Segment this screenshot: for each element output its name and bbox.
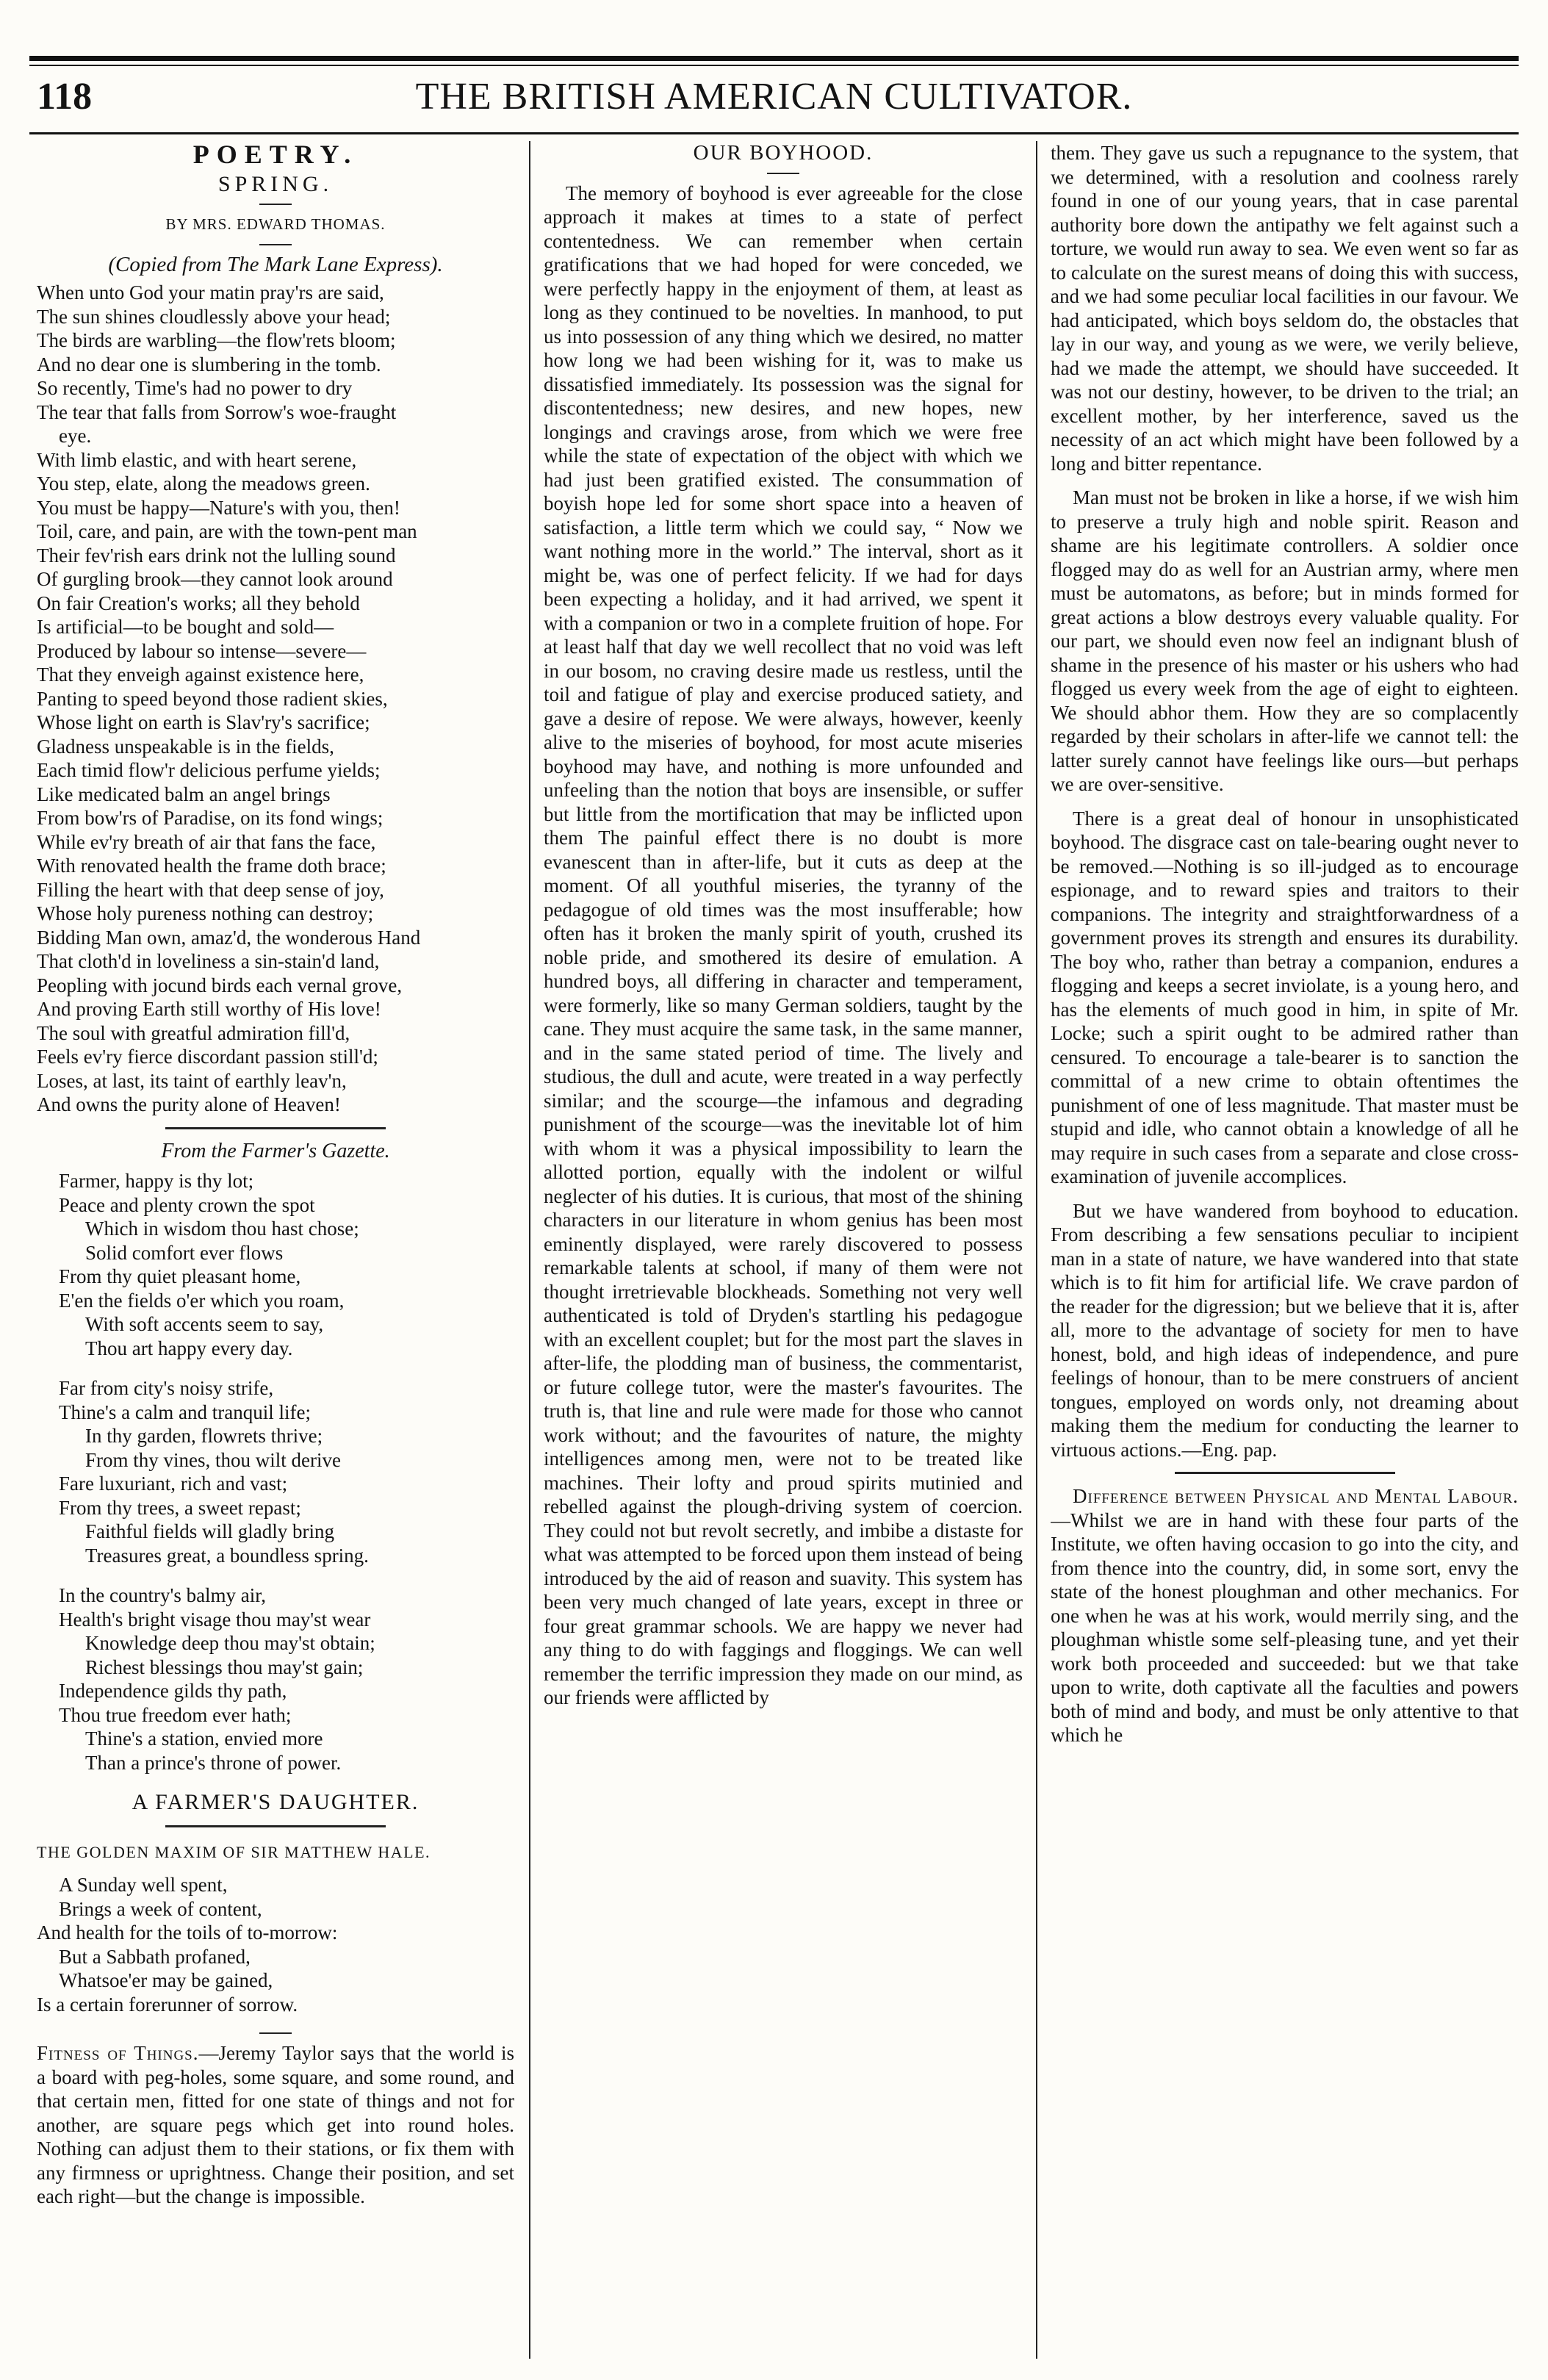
- poem-line: While ev'ry breath of air that fans the face,: [37, 830, 376, 853]
- poem-stanza: [37, 1583, 514, 1775]
- poem-line: Health's bright visage thou may'st wear: [59, 1608, 371, 1631]
- top-thin-rule: [29, 65, 1519, 66]
- poem-line: Peopling with jocund birds each vernal grove,: [37, 974, 403, 996]
- header-rule: [29, 132, 1519, 134]
- poem-line: Is a certain forerunner of sorrow.: [37, 1993, 298, 2016]
- column-divider: [1036, 141, 1037, 2359]
- poem-line: Whose light on earth is Slav'ry's sacrifice;: [37, 711, 370, 733]
- poem-title: SPRING.: [217, 171, 334, 196]
- poem-line: Knowledge deep thou may'st obtain;: [85, 1632, 375, 1654]
- poem-line: Far from city's noisy strife,: [59, 1377, 274, 1399]
- poem-line: A Sunday well spent,: [59, 1874, 228, 1896]
- poem-line: Is artificial—to be bought and sold—: [37, 616, 334, 638]
- poem-line: But a Sabbath profaned,: [59, 1945, 251, 1968]
- difference-paragraph: [1051, 1484, 1519, 1747]
- column-continued: [1051, 141, 1519, 2359]
- poem-line: Independence gilds thy path,: [59, 1680, 287, 1702]
- poem-line: Of gurgling brook—they cannot look around: [37, 568, 393, 590]
- poem-source: From the Farmer's Gazette.: [161, 1139, 390, 1162]
- poem-author: BY MRS. EDWARD THOMAS.: [165, 215, 386, 233]
- poem-line: eye.: [59, 425, 92, 447]
- poem-line: And health for the toils of to-morrow:: [37, 1921, 338, 1944]
- poem-line: Richest blessings thou may'st gain;: [85, 1655, 364, 1678]
- column-poetry: [37, 141, 514, 2359]
- poem-line: Their fev'rish ears drink not the lulling sound: [37, 544, 396, 567]
- poem-line: Gladness unspeakable is in the fields,: [37, 735, 334, 758]
- poem-line: Solid comfort ever flows: [85, 1241, 284, 1264]
- fitness-text: —Jeremy Taylor says that the world is a board with peg-holes, some square, and some round, and that certain men, fitted for one state of things and not for another, are square pegs which get into round holes. Nothing can adjust them to their stations, or fix them with any firmness or uprightness. Change their position, and set each right—but the change is impossible.: [37, 2042, 514, 2207]
- page-number: 118: [37, 76, 93, 118]
- article-paragraph: The memory of boyhood is ever agreeable for the close approach it makes at times to a state of perfect contentedness. We can remember when certain gratifications that we had hoped for were conceded, we were perfectly happy in the enjoyment of them, at least as long as they continued to be novelties. In manhood, to put us into possession of any thing which we desired, no matter how long we had been wishing for it, was to make us dissatisfied immediately. Its possession was the signal for discontentedness; new desires, and new hopes, new longings and cravings arose, from which we were free while the state of expectation of the object with which we had just been gratified existed. The consummation of boyish hope led for some short space into a heaven of satisfaction, a little term which we could say, “ Now we want nothing more in the world.” The interval, short as it might be, was one of perfect felicity. If we had for days been expecting a holiday, and it had arrived, we spent it with a companion or two in a complete fruition of hope. For at least half that day we well recollect that no void was left in our bosom, no craving desire made us restless, until the toil and fatigue of play and exercise produced satiety, and gave a desire of repose. We were always, however, keenly alive to the miseries of boyhood, for most acute miseries boyhood may have, and nothing is more unfounded and unfeeling than the notion that boys are insensible, or suffer but little from the mortification that may be inflicted upon them The painful effect there is no doubt is more evanescent than in after-life, but it cuts as deep at the moment. Of all youthful miseries, the tyranny of the pedagogue of old times was the most insufferable; how often has it broken the manly spirit of youth, crushed its noble pride, and smothered its desire of emulation. A hundred boys, all differing in character and temperament, were formerly, like so many German soldiers, taught by the cane. They must acquire the same task, in the same manner, and in the same stated period of time. The lively and studious, the dull and acute, were treated in a way perfectly similar; and the scourge—the infamous and degrading punishment of the scourge—was the inevitable lot of him with whom it was a physical impossibility to learn the allotted portion, equally with the indolent or wilful neglecter of his duties. It is curious, that most of the shining characters in our literature in whom genius has been most eminently displayed, were rarely discovered to possess remarkable talents at school, if many of them were not thought irretrievable blockheads. Something not very well authenticated is told of Dryden's startling his pedagogue with an excellent couplet; but for the most part the slaves in after-life, the plodding man of business, the commentarist, or future college tutor, were the master's favourites. The truth is, that line and rule were made for those who cannot work without; and the favourites of nature, the mighty intelligences among men, were not to be treated like machines. Their lofty and proud spirits mutinied and rebelled against the plough-driving system of coercion. They could not but revolt secretly, and imbibe a distaste for what was attempted to be forced upon them instead of being introduced by the aid of reason and suavity. This system has been very much changed of late years, except in three or four great grammar schools. We are happy we never had any thing to do with faggings and floggings. We can well remember the terrific impression they made on our mind, as our friends were afflicted by: [544, 181, 1023, 1708]
- poem-line: And owns the purity alone of Heaven!: [37, 1093, 341, 1115]
- poem-stanza: [37, 1376, 514, 1567]
- poem-line: Bidding Man own, amaz'd, the wonderous Hand: [37, 926, 421, 949]
- poem-line: Whatsoe'er may be gained,: [59, 1969, 273, 1991]
- section-divider: [165, 1825, 386, 1827]
- poem-line: You step, elate, along the meadows green.: [37, 472, 370, 495]
- divider: [767, 173, 799, 174]
- poem-line: The tear that falls from Sorrow's woe-fraught: [37, 400, 397, 423]
- poem-source: (Copied from The Mark Lane Express).: [108, 252, 443, 276]
- poem-line: Which in wisdom thou hast chose;: [85, 1218, 359, 1240]
- poem-line: With limb elastic, and with heart serene,: [37, 448, 357, 471]
- poem-signature: A FARMER'S DAUGHTER.: [132, 1790, 420, 1814]
- column-boyhood: [544, 141, 1023, 2359]
- poem-line: With renovated health the frame doth brace;: [37, 855, 386, 877]
- maxim-verse: [37, 1873, 514, 2016]
- section-divider: [1175, 1472, 1395, 1474]
- poem-lines: [37, 281, 514, 1117]
- article-paragraph: But we have wandered from boyhood to education. From describing a few sensations peculiar to incipient man in a state of nature, we have wandered into that state which is to fit him for artificial life. We crave pardon of the reader for the digression; but we believe that it is, after all, more to the advantage of society for men to have honest, bold, and high ideas of independence, and pure feelings of honour, than to be mere construers of ancient tongues, employed on words only, not dreaming about making them the medium for conducting the learner to virtuous actions.—Eng. pap.: [1051, 1199, 1519, 1461]
- poem-line: Treasures great, a boundless spring.: [85, 1544, 369, 1567]
- poem-line: Peace and plenty crown the spot: [59, 1193, 315, 1216]
- poem-line: Thou true freedom ever hath;: [59, 1703, 292, 1726]
- poem-line: The sun shines cloudlessly above your head;: [37, 305, 391, 328]
- poem-line: From thy trees, a sweet repast;: [59, 1496, 301, 1519]
- poem-line: Brings a week of content,: [59, 1897, 262, 1920]
- poem-line: And proving Earth still worthy of His love!: [37, 998, 381, 1020]
- poem-line: Produced by labour so intense—severe—: [37, 639, 367, 662]
- poem-line: In thy garden, flowrets thrive;: [85, 1425, 323, 1447]
- poem-line: The soul with greatful admiration fill'd,: [37, 1021, 350, 1044]
- poem-line: In the country's balmy air,: [59, 1584, 266, 1606]
- poem-line: Each timid flow'r delicious perfume yields;: [37, 759, 381, 781]
- poem-line: Thou art happy every day.: [85, 1337, 293, 1359]
- column-divider: [529, 141, 530, 2359]
- poem-line: With soft accents seem to say,: [85, 1313, 324, 1335]
- poem-line: That cloth'd in loveliness a sin-stain'd land,: [37, 950, 380, 972]
- poem-line: Faithful fields will gladly bring: [85, 1520, 334, 1542]
- poem-line: From thy quiet pleasant home,: [59, 1265, 301, 1287]
- poem-line: That they enveigh against existence here,: [37, 664, 364, 686]
- difference-lead: Difference between Physical and Mental Labour.: [1073, 1485, 1519, 1507]
- poem-line: And no dear one is slumbering in the tomb.: [37, 353, 381, 375]
- divider: [259, 244, 292, 245]
- poem-line: Whose holy pureness nothing can destroy;: [37, 902, 374, 924]
- difference-text: —Whilst we are in hand with these four parts of the Institute, we often having occasion to go into the city, and from thence into the country, did, in some sort, envy the state of the honest ploughman and other mechanics. For one when he was at his work, would merrily sing, and the ploughman whistle some self-pleasing tune, and yet their work both proceeded and succeeded: but we that take upon to write, doth captivate all the faculties and powers both of mind and body, and must be only attentive to that which he: [1051, 1509, 1519, 1746]
- poem-line: Fare luxuriant, rich and vast;: [59, 1473, 288, 1495]
- poem-line: The birds are warbling—the flow'rets bloom;: [37, 329, 396, 351]
- article-title: OUR BOYHOOD.: [693, 141, 874, 165]
- section-divider: [165, 1127, 386, 1129]
- masthead: THE BRITISH AMERICAN CULTIVATOR.: [415, 76, 1133, 118]
- poem-line: Farmer, happy is thy lot;: [59, 1170, 254, 1192]
- poem-line: You must be happy—Nature's with you, then!: [37, 496, 400, 519]
- poem-line: Thine's a station, envied more: [85, 1728, 323, 1750]
- top-thick-rule: [29, 56, 1519, 61]
- poem-line: Panting to speed beyond those radient skies,: [37, 687, 388, 710]
- section-heading: POETRY.: [192, 141, 359, 169]
- article-paragraph: There is a great deal of honour in unsophisticated boyhood. The disgrace cast on tale-bearing ought never to be removed.—Nothing is so ill-judged as to encourage espionage, and to reward spies and traitors to their companions. The integrity and straightforwardness of a government proves its strength and ensures its durability. The boy who, rather than betray a companion, endures a flogging and keeps a secret inviolate, is a young hero, and has the elements of much good in him, in spite of Mr. Locke; such a spirit ought to be admired rather than censured. To encourage a tale-bearer is to sanction the committal of a new crime to obtain oftentimes the punishment of one of less magnitude. That master must be stupid and idle, who cannot obtain a knowledge of all he may require in such cases from a separate and close cross-examination of juvenile accomplices.: [1051, 807, 1519, 1187]
- poem-stanza: [37, 1169, 514, 1360]
- article-paragraph: Man must not be broken in like a horse, if we wish him to preserve a truly high and noble spirit. Reason and shame are his legitimate controllers. A soldier once flogged may do as well for an Austrian army, where men must be automatons, as before; but in minds formed for great actions a blow destroys every valuable quality. For our part, we should even now feel an indignant blush of shame in the presence of his master or his ushers who had flogged us every week from the age of eight to eighteen. We should abhor them. How they are so complacently regarded by their scholars in after-life we cannot tell: the latter surely cannot have feelings like ours—but perhaps we are over-sensitive.: [1051, 486, 1519, 795]
- maxim-title: THE GOLDEN MAXIM OF SIR MATTHEW HALE.: [37, 1842, 431, 1861]
- divider: [259, 2032, 292, 2034]
- poem-line: Loses, at last, its taint of earthly leav'n,: [37, 1069, 347, 1092]
- poem-line: From thy vines, thou wilt derive: [85, 1448, 341, 1471]
- newspaper-page: [29, 22, 1519, 2359]
- article-paragraph: them. They gave us such a repugnance to the system, that we determined, with a resolution and coolness rarely found in one of our young years, that in case parental authority bore down the antipathy we felt against such a torture, we would run away to sea. We even went so far as to calculate on the surest means of doing this with success, and we had some peculiar local facilities in our favour. We had anticipated, which boys seldom do, the obstacles that lay in our way, and young as we were, we verily believe, had we made the attempt, we should have succeeded. It was not our destiny, however, to be driven to the trial; an excellent mother, by her interference, saved us the necessity of an act which might have been followed by a long and bitter repentance.: [1051, 142, 1519, 475]
- poem-line: When unto God your matin pray'rs are said,: [37, 281, 384, 303]
- poem-line: Thine's a calm and tranquil life;: [59, 1401, 311, 1423]
- poem-line: Toil, care, and pain, are with the town-pent man: [37, 520, 417, 542]
- poem-line: On fair Creation's works; all they behold: [37, 592, 360, 614]
- poem-line: E'en the fields o'er which you roam,: [59, 1289, 345, 1312]
- poem-line: Filling the heart with that deep sense of joy,: [37, 878, 384, 901]
- poem-line: Feels ev'ry fierce discordant passion still'd;: [37, 1046, 378, 1068]
- fitness-paragraph: [37, 2041, 514, 2209]
- poem-line: From bow'rs of Paradise, on its fond wings;: [37, 807, 384, 829]
- fitness-lead: Fitness of Things.: [37, 2042, 199, 2064]
- poem-line: Like medicated balm an angel brings: [37, 783, 331, 805]
- poem-line: So recently, Time's had no power to dry: [37, 377, 353, 399]
- divider: [259, 204, 292, 205]
- poem-line: Than a prince's throne of power.: [85, 1751, 342, 1774]
- page-header: [29, 75, 1519, 134]
